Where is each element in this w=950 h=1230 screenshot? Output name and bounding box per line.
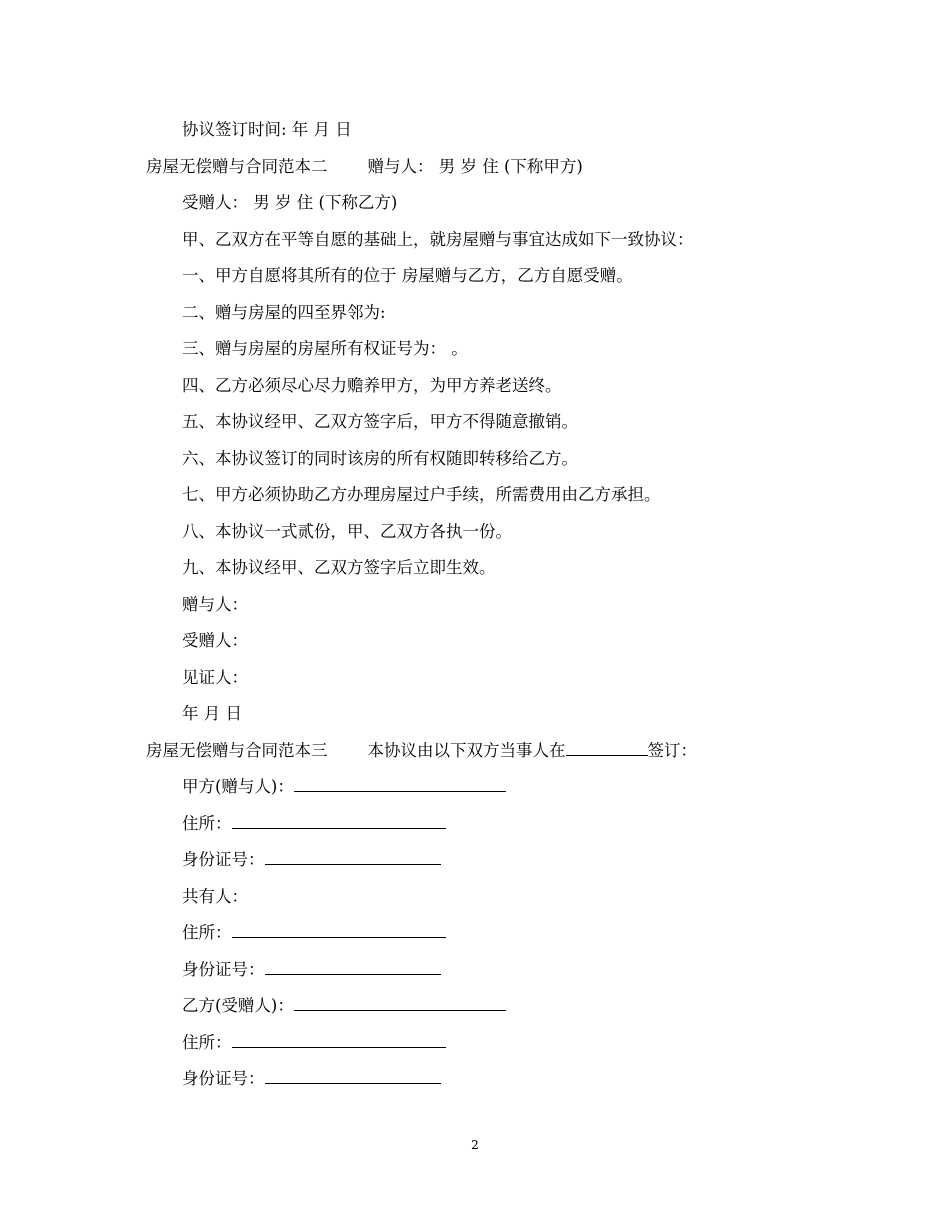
co-owner-id-line: [182, 959, 441, 981]
signature-witness: 见证人：: [182, 668, 248, 687]
party-a-label: 甲方(赠与人)：: [182, 777, 294, 796]
party-b-id-line: [182, 1068, 441, 1090]
sample3-heading: 房屋无偿赠与合同范本三: [146, 741, 328, 760]
sample3-heading-line: [146, 740, 697, 762]
signature-donor: 赠与人：: [182, 595, 248, 614]
party-a-id-line: [182, 849, 441, 871]
sample2-clause-8: 八、本协议一式贰份，甲、乙双方各执一份。: [182, 522, 512, 541]
co-owner-address-line: [182, 922, 446, 944]
sample2-clause-2: 二、赠与房屋的四至界邻为:: [182, 303, 386, 322]
party-b-address-line: [182, 1032, 446, 1054]
sample2-clause-3: 三、赠与房屋的房屋所有权证号为： 。: [182, 339, 468, 358]
sample2-heading: 房屋无偿赠与合同范本二: [146, 157, 328, 176]
sample2-clause-9: 九、本协议经甲、乙双方签字后立即生效。: [182, 558, 496, 577]
co-owner-label: 共有人：: [182, 887, 248, 906]
sample2-intro: 甲、乙双方在平等自愿的基础上，就房屋赠与事宜达成如下一致协议：: [182, 230, 694, 249]
party-b-address-blank: [232, 1032, 446, 1048]
co-owner-address-label: 住所：: [182, 923, 232, 942]
party-a-id-label: 身份证号：: [182, 850, 265, 869]
sample2-donee-line: 受赠人： 男 岁 住 (下称乙方): [182, 193, 398, 212]
signature-date: 年 月 日: [182, 704, 242, 723]
page-number: 2: [471, 1138, 479, 1152]
place-blank: [566, 740, 648, 756]
party-a-blank: [294, 776, 506, 792]
party-b-id-blank: [265, 1068, 441, 1084]
sample2-clause-5: 五、本协议经甲、乙双方签字后，甲方不得随意撤销。: [182, 412, 578, 431]
party-a-address-blank: [232, 813, 446, 829]
party-b-id-label: 身份证号：: [182, 1069, 265, 1088]
sample3-intro-after: 签订：: [647, 741, 697, 760]
party-b-line: [182, 995, 506, 1017]
co-owner-id-blank: [265, 959, 441, 975]
sample2-clause-6: 六、本协议签订的同时该房的所有权随即转移给乙方。: [182, 449, 578, 468]
sample2-heading-line: [146, 156, 583, 178]
party-a-id-blank: [265, 849, 441, 865]
sample2-clause-4: 四、乙方必须尽心尽力赡养甲方，为甲方养老送终。: [182, 376, 562, 395]
party-b-blank: [294, 995, 506, 1011]
party-b-label: 乙方(受赠人)：: [182, 996, 294, 1015]
sample2-clause-7: 七、甲方必须协助乙方办理房屋过户手续，所需费用由乙方承担。: [182, 485, 661, 504]
party-a-address-label: 住所：: [182, 814, 232, 833]
party-b-address-label: 住所：: [182, 1033, 232, 1052]
signature-donee: 受赠人：: [182, 631, 248, 650]
party-a-address-line: [182, 813, 446, 835]
signing-time: 协议签订时间: 年 月 日: [182, 120, 352, 139]
sample2-clause-1: 一、甲方自愿将其所有的位于 房屋赠与乙方，乙方自愿受赠。: [182, 266, 633, 285]
co-owner-id-label: 身份证号：: [182, 960, 265, 979]
sample2-donor-line: 赠与人： 男 岁 住 (下称甲方): [367, 157, 583, 176]
co-owner-address-blank: [232, 922, 446, 938]
sample3-intro-before: 本协议由以下双方当事人在: [367, 741, 566, 760]
party-a-line: [182, 776, 506, 798]
